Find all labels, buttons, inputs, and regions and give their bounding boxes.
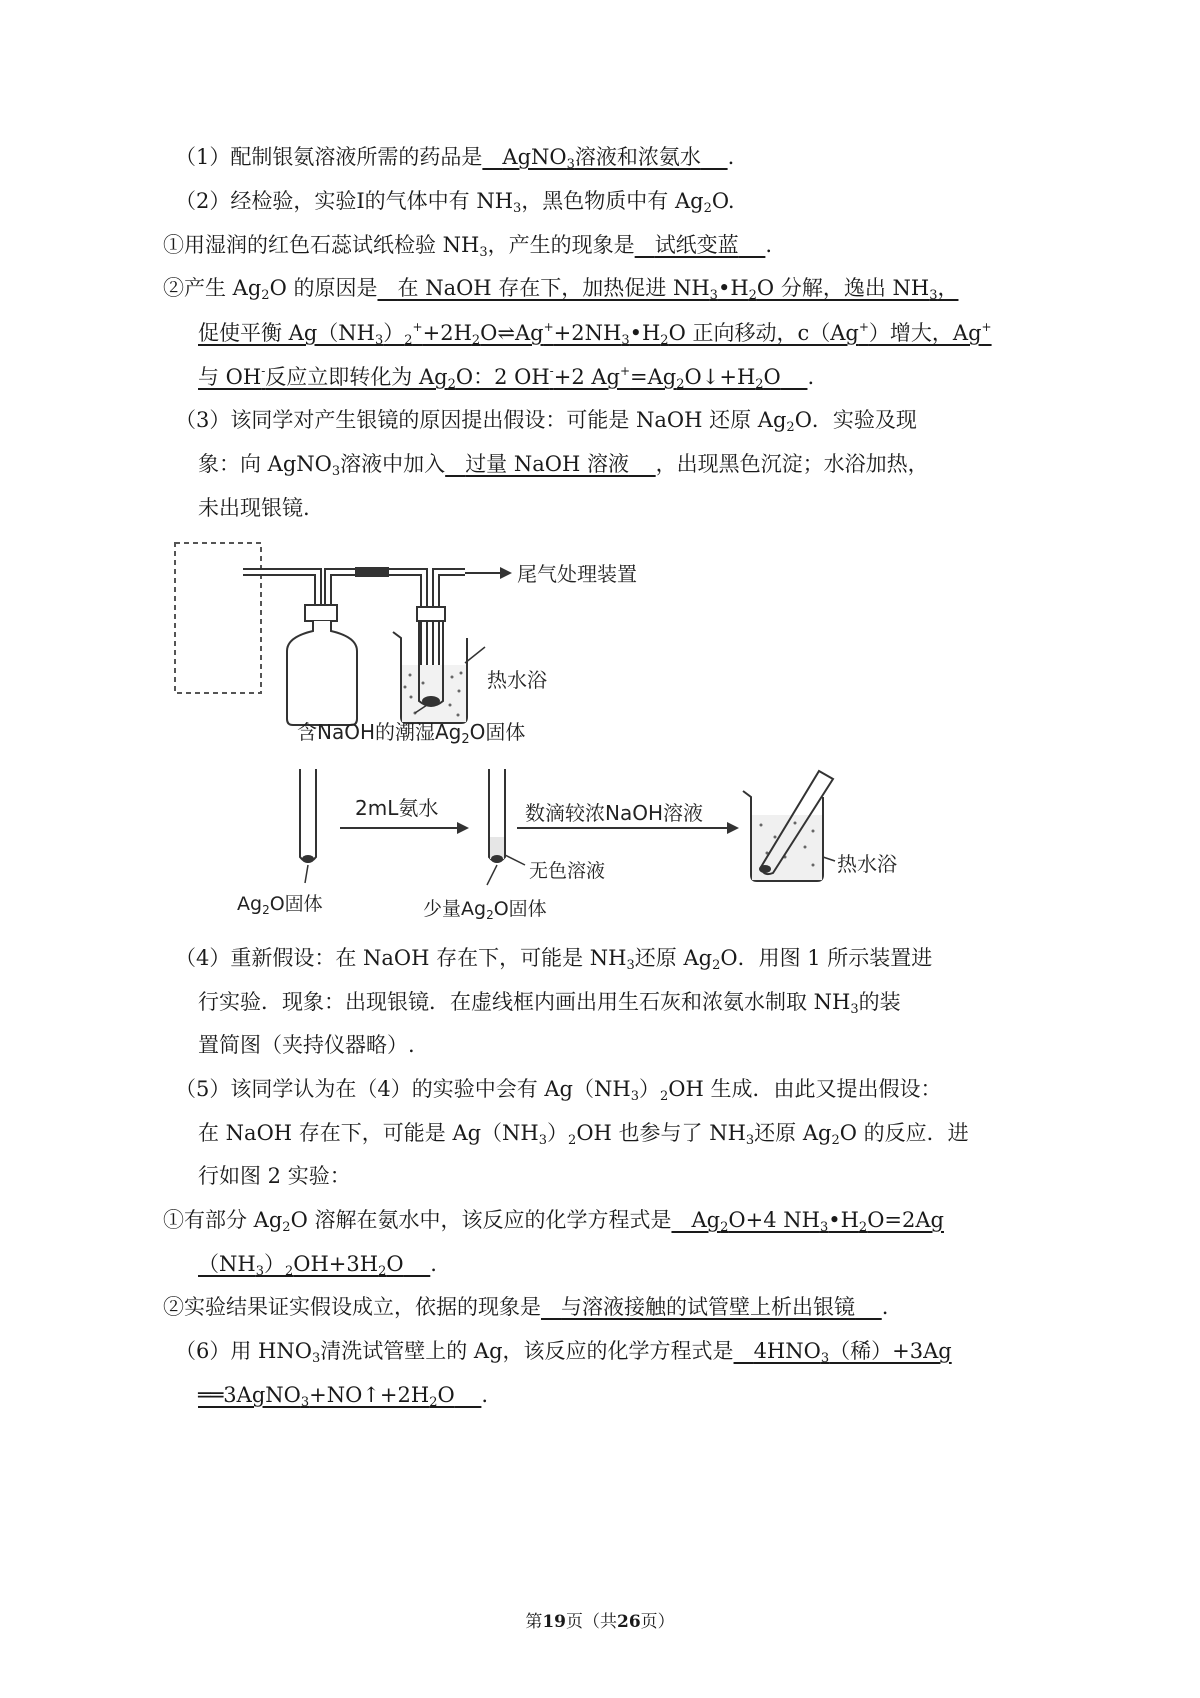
q2-line1: （2）经检验，实验Ⅰ的气体中有 $NH_3$，黑色物质中有 $Ag_2O$. [175, 189, 735, 216]
q5-line3: 行如图 2 实验： [198, 1164, 351, 1188]
ag2o-solid [422, 696, 440, 706]
q2-part2-line3: 与 OH-反应立即转化为 $Ag_2O$：2 OH-+2 $Ag^+=Ag_2O↓+H_2O$ . [198, 364, 815, 392]
hot-bath-label-2: 热水浴 [837, 852, 897, 876]
figure-2-experiment [195, 765, 915, 925]
page-footer: 第19页（共26页） [525, 1612, 675, 1632]
q4-line2: 行实验．现象：出现银镜．在虚线框内画出用生石灰和浓氨水制取 $NH_3$的装 [198, 990, 901, 1017]
solid-label: 含NaOH的潮湿$Ag_2O$固体 [297, 720, 526, 747]
solid1-label: $Ag_2O$固体 [237, 893, 323, 917]
hot-bath-label: 热水浴 [487, 668, 547, 692]
q3-line1: （3）该同学对产生银镜的原因提出假设：可能是 NaOH 还原 $Ag_2O$．实验及现 [175, 408, 917, 435]
q2-part1: ①用湿润的红色石蕊试纸检验 $NH_3$，产生的现象是 试纸变蓝 . [163, 233, 773, 260]
dashed-box [175, 543, 261, 693]
q4-line1: （4）重新假设：在 NaOH 存在下，可能是 $NH_3$还原 $Ag_2O$．用图 1 所示装置进 [175, 946, 933, 973]
q5-part1-line1: ①有部分 $Ag_2O$ 溶解在氨水中，该反应的化学方程式是 $Ag_2O+4$ $NH_3•H_2O=2Ag$ [163, 1208, 944, 1235]
q6-line2: $══3AgNO_3+NO↑+2H_2O$ . [198, 1383, 489, 1410]
q5-line1: （5）该同学认为在（4）的实验中会有 $Ag(NH_3)_2OH$ 生成．由此又提出假设： [175, 1077, 942, 1104]
q4-line3: 置简图（夹持仪器略）. [198, 1033, 415, 1057]
tail-gas-label: 尾气处理装置 [517, 562, 637, 586]
q5-part2: ②实验结果证实假设成立，依据的现象是 与溶液接触的试管壁上析出银镜 . [163, 1295, 889, 1319]
q1-line: （1）配制银氨溶液所需的药品是 AgNO$_3$溶液和浓氨水 . [175, 145, 735, 172]
colorless-solution-label: 无色溶液 [529, 860, 606, 882]
arrow1-label: 2mL氨水 [355, 796, 439, 820]
q5-part1-line2: $(NH_3)_2OH+3H_2O$ . [198, 1252, 437, 1279]
q3-line2: 象：向 AgNO$_3$溶液中加入 过量 NaOH 溶液 ，出现黑色沉淀；水浴加热， [198, 452, 929, 479]
q3-line3: 未出现银镜. [198, 496, 310, 520]
q6-line1: （6）用 $HNO_3$清洗试管壁上的 Ag，该反应的化学方程式是 $4HNO_3$（稀）+3Ag [175, 1339, 952, 1366]
test-tube-1 [300, 769, 316, 862]
arrow2-label: 数滴较浓NaOH溶液 [525, 801, 703, 825]
rubber-connector [355, 567, 389, 577]
q5-line2: 在 NaOH 存在下，可能是 $Ag(NH_3)_2OH$ 也参与了 $NH_3$还原 $Ag_2O$ 的反应．进 [198, 1121, 969, 1148]
bottle-stopper [305, 605, 337, 621]
q2-part2-line2: 促使平衡 $Ag(NH_3)_2^++2H_2O\rightleftharpoons Ag^++2NH_3•H_2O$ 正向移动，c（Ag+）增大，Ag+ [198, 320, 992, 348]
figure-1-apparatus [165, 535, 725, 750]
gas-bottle [287, 621, 357, 725]
solid2-label: 少量$Ag_2O$固体 [423, 898, 547, 922]
q2-part2-line1: ②产生 $Ag_2O$ 的原因是 在 NaOH 存在下，加热促进 $NH_3•H_2O$ 分解，逸出 $NH_3$， [163, 276, 959, 303]
tube-stopper [417, 607, 445, 621]
